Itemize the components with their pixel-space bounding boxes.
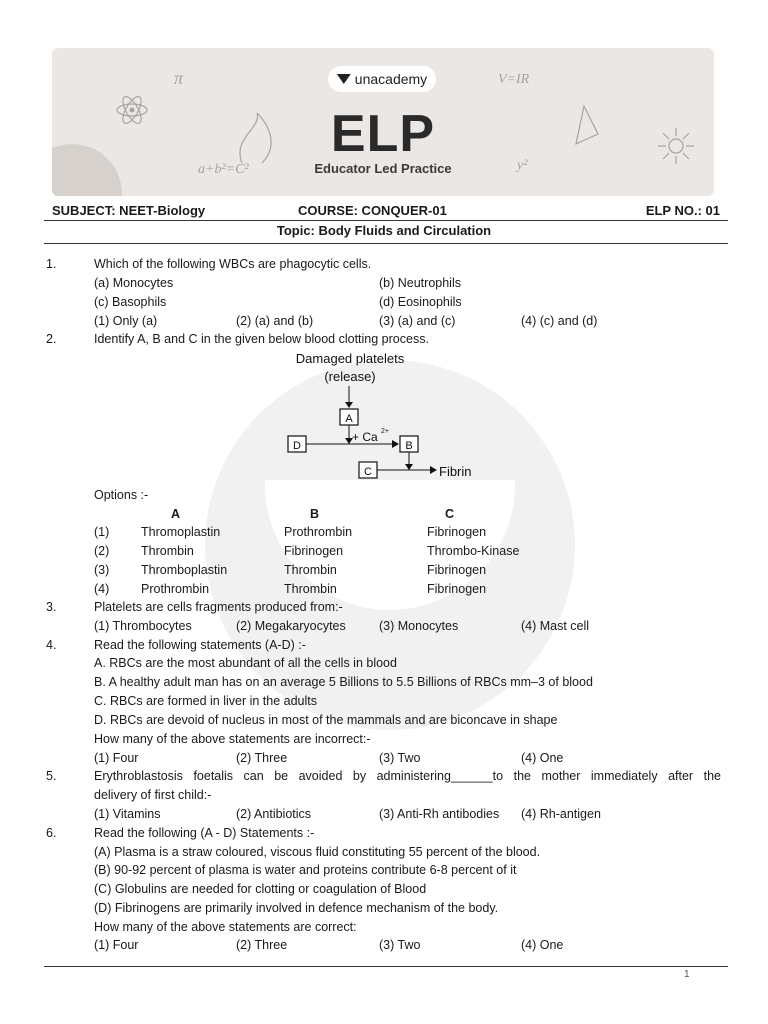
answer-4: (4) One bbox=[521, 751, 564, 765]
pi-doodle: π bbox=[174, 68, 184, 88]
question-text: Which of the following WBCs are phagocytic cells. bbox=[94, 257, 372, 271]
word: the bbox=[703, 769, 721, 783]
answer-2: (2) Megakaryocytes bbox=[236, 619, 346, 633]
question-text: Read the following statements (A-D) :- bbox=[94, 638, 306, 652]
pythagoras-doodle: a+b²=C² bbox=[198, 162, 249, 177]
answer-2: (2) Three bbox=[236, 938, 288, 952]
col-header-a: A bbox=[171, 507, 181, 521]
calcium-superscript: 2+ bbox=[381, 428, 389, 435]
statement-line: A. RBCs are the most abundant of all the cells in blood bbox=[94, 656, 397, 670]
question-number: 4. bbox=[46, 638, 57, 652]
logo-text: unacademy bbox=[354, 71, 428, 87]
banner-subtitle: Educator Led Practice bbox=[314, 161, 452, 176]
option-d: (d) Eosinophils bbox=[379, 295, 462, 309]
clotting-diagram bbox=[270, 346, 490, 486]
answer-4: (4) (c) and (d) bbox=[521, 314, 598, 328]
course-label: COURSE: CONQUER-01 bbox=[298, 203, 447, 218]
arrowhead-a bbox=[345, 402, 353, 408]
answer-2: (2) (a) and (b) bbox=[236, 314, 314, 328]
fibrin-label: Fibrin bbox=[439, 464, 472, 479]
diagram-top-label: Damaged platelets bbox=[295, 351, 405, 366]
row-cell-c: Fibrinogen bbox=[427, 525, 487, 539]
answer-3: (3) Anti-Rh antibodies bbox=[379, 807, 500, 821]
statement-line: (B) 90-92 percent of plasma is water and proteins contribute 6-8 percent of it bbox=[94, 863, 517, 877]
row-cell-b: Thrombin bbox=[284, 563, 337, 577]
row-number: (2) bbox=[94, 544, 110, 558]
question-number: 6. bbox=[46, 826, 57, 840]
footer-divider bbox=[44, 966, 728, 967]
row-cell-c: Fibrinogen bbox=[427, 563, 487, 577]
box-a-label: A bbox=[345, 413, 353, 425]
arrowhead-fibrin bbox=[430, 466, 437, 474]
header-divider-bottom bbox=[44, 243, 728, 244]
answer-4: (4) Mast cell bbox=[521, 619, 590, 633]
answer-3: (3) (a) and (c) bbox=[379, 314, 456, 328]
word: after bbox=[668, 769, 694, 783]
statement-line: How many of the above statements are correct: bbox=[94, 920, 357, 934]
statement-line: D. RBCs are devoid of nucleus in most of the mammals and are biconcave in shape bbox=[94, 713, 558, 727]
row-cell-a: Thromboplastin bbox=[141, 563, 228, 577]
diagram-release-label: (release) bbox=[324, 369, 376, 384]
question-text-justified bbox=[94, 767, 721, 785]
row-cell-b: Prothrombin bbox=[284, 525, 353, 539]
row-cell-c: Fibrinogen bbox=[427, 582, 487, 596]
row-cell-a: Thromoplastin bbox=[141, 525, 221, 539]
statement-line: C. RBCs are formed in liver in the adults bbox=[94, 694, 318, 708]
question-text: Read the following (A - D) Statements :- bbox=[94, 826, 315, 840]
unacademy-logo-icon bbox=[337, 74, 351, 84]
answer-1: (1) Thrombocytes bbox=[94, 619, 192, 633]
answer-1: (1) Vitamins bbox=[94, 807, 161, 821]
answer-2: (2) Three bbox=[236, 751, 288, 765]
topic-title: Topic: Body Fluids and Circulation bbox=[276, 223, 492, 238]
option-a: (a) Monocytes bbox=[94, 276, 174, 290]
word: administering______to bbox=[376, 769, 504, 783]
col-header-b: B bbox=[310, 507, 320, 521]
row-cell-b: Fibrinogen bbox=[284, 544, 344, 558]
statement-line: (C) Globulins are needed for clotting or coagulation of Blood bbox=[94, 882, 427, 896]
word: mother bbox=[541, 769, 581, 783]
page-number: 1 bbox=[684, 969, 690, 980]
statement-line: (D) Fibrinogens are primarily involved in defence mechanism of the body. bbox=[94, 901, 499, 915]
arrowhead-b bbox=[392, 440, 399, 448]
answer-1: (1) Four bbox=[94, 938, 139, 952]
statement-line: B. A healthy adult man has on an average 5 Billions to 5.5 Billions of RBCs mm–3 of blood bbox=[94, 675, 593, 689]
options-label: Options :- bbox=[94, 488, 149, 502]
row-cell-a: Thrombin bbox=[141, 544, 194, 558]
question-text-cont: delivery of first child:- bbox=[94, 788, 212, 802]
question-number: 5. bbox=[46, 769, 57, 783]
box-c-label: C bbox=[364, 466, 372, 478]
answer-4: (4) Rh-antigen bbox=[521, 807, 601, 821]
answer-3: (3) Monocytes bbox=[379, 619, 459, 633]
answer-3: (3) Two bbox=[379, 938, 421, 952]
answer-1: (1) Only (a) bbox=[94, 314, 158, 328]
elp-banner bbox=[52, 48, 714, 196]
vir-doodle: V=IR bbox=[498, 72, 530, 87]
subject-label: SUBJECT: NEET-Biology bbox=[52, 203, 206, 218]
col-header-c: C bbox=[445, 507, 455, 521]
question-number: 1. bbox=[46, 257, 57, 271]
answer-3: (3) Two bbox=[379, 751, 421, 765]
row-cell-b: Thrombin bbox=[284, 582, 337, 596]
word: foetalis bbox=[193, 769, 234, 783]
unacademy-logo bbox=[328, 66, 436, 92]
answer-1: (1) Four bbox=[94, 751, 139, 765]
answer-4: (4) One bbox=[521, 938, 564, 952]
row-number: (3) bbox=[94, 563, 110, 577]
calcium-label: + Ca bbox=[352, 430, 378, 444]
word: Erythroblastosis bbox=[94, 769, 183, 783]
question-number: 3. bbox=[46, 600, 57, 614]
header-divider-top bbox=[44, 220, 728, 221]
word: can bbox=[243, 769, 264, 783]
word: avoided bbox=[298, 769, 343, 783]
elp-number: ELP NO.: 01 bbox=[645, 203, 720, 218]
option-b: (b) Neutrophils bbox=[379, 276, 461, 290]
word: the bbox=[513, 769, 531, 783]
box-b-label: B bbox=[405, 440, 413, 452]
question-text: Identify A, B and C in the given below blood clotting process. bbox=[94, 332, 429, 346]
word: by bbox=[352, 769, 367, 783]
word: immediately bbox=[590, 769, 658, 783]
row-cell-c: Thrombo-Kinase bbox=[427, 544, 520, 558]
box-d-label: D bbox=[293, 440, 301, 452]
word: be bbox=[274, 769, 289, 783]
statement-line: (A) Plasma is a straw coloured, viscous fluid constituting 55 percent of the blood. bbox=[94, 845, 541, 859]
row-number: (4) bbox=[94, 582, 110, 596]
row-number: (1) bbox=[94, 525, 110, 539]
question-number: 2. bbox=[46, 332, 57, 346]
statement-line: How many of the above statements are incorrect:- bbox=[94, 732, 371, 746]
question-text: Platelets are cells fragments produced from:- bbox=[94, 600, 343, 614]
arrowhead-down bbox=[405, 464, 413, 470]
y-doodle: y² bbox=[517, 158, 528, 173]
banner-title: ELP bbox=[330, 105, 436, 163]
option-c: (c) Basophils bbox=[94, 295, 167, 309]
answer-2: (2) Antibiotics bbox=[236, 807, 312, 821]
row-cell-a: Prothrombin bbox=[141, 582, 210, 596]
